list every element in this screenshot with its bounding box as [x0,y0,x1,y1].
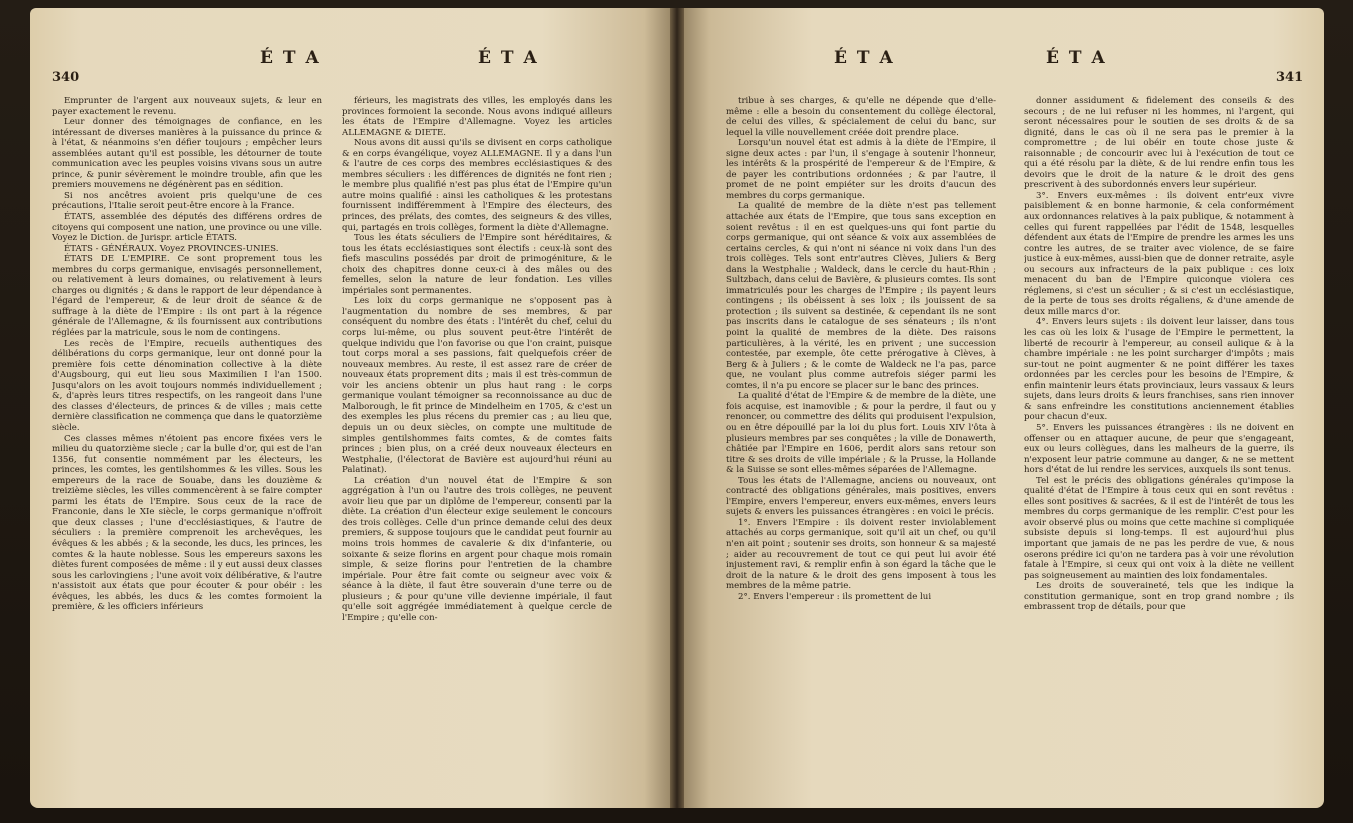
right-page [684,8,1324,808]
paragraph: Lorsqu'un nouvel état est admis à la diète de l'Empire, il signe deux actes : par l'un, il s'engage à soutenir l'honneur, les intérêts & la prospérité de l'empereur & de l'Empire, & de payer les contributions ordonnées ; & par l'autre, il promet de ne point empiéter sur les droits d'aucun des membres du corps germanique. [726,138,996,201]
paragraph: tribue à ses charges, & qu'elle ne dépende que d'elle-même : elle a besoin du consentement du collège électoral, de celui des villes, & spécialement de celui du banc, sur lequel la ville nouvellement créée doit prendre place. [726,96,996,138]
paragraph: 3°. Envers eux-mêmes : ils doivent entr'eux vivre paisiblement & en bonne harmonie, & cela conformément aux ordonnances relatives à la paix publique, & notamment à celles qui furent rappellées par l'édit de 1548, lesquelles défendent aux états de l'Empire de prendre les armes les uns contre les autres, de se traiter avec violence, de se faire justice à eux-mêmes, aussi-bien que de donner retraite, asyle ou secours aux infracteurs de la paix publique : ces loix menacent du ban de l'Empire quiconque violera ces réglemens, si c'est un séculier ; & si c'est un ecclésiastique, de la perte de tous ses droits régaliens, & d'une amende de deux mille marcs d'or. [1024,190,1294,317]
paragraph: Les loix du corps germanique ne s'opposent pas à l'augmentation du nombre de ses membres, & par conséquent du nombre des états : l'intérêt du chef, celui du corps lui-même, ou plus souvent peut-être l'intérêt de quelque individu que l'on favorise ou que l'on craint, puisque tout corps moral a ses passions, fait quelquefois créer de nouveaux membres. Au reste, il est assez rare de créer de nouveaux états proprement dits ; mais il est très-commun de voir les anciens obtenir un plus haut rang : le corps germanique voulant témoigner sa reconnoissance au duc de Malborough, le fit prince de Mindelheim en 1705, & c'est un des exemples les plus récens du premier cas ; au lieu que, depuis un ou deux siècles, on compte une multitude de simples gentilshommes faits comtes, & de comtes faits princes ; bien plus, on a créé deux nouveaux électeurs en Westphalie, (l'électorat de Bavière est aujourd'hui réuni au Palatinat). [342,296,612,476]
running-header-left-col2: É T A [478,48,539,68]
paragraph: ÉTATS DE L'EMPIRE. Ce sont proprement tous les membres du corps germanique, envisagés personnellement, ou relativement à leurs domaines, ou relativement à leurs charges ou dignités ; & dans le rapport de leur dépendance à l'égard de l'empereur, & de leur droit de séance & de suffrage à la diète de l'Empire : ils ont part à la régence générale de l'Allemagne, & ils fournissent aux contributions réglées par la matricule, sous le nom de contingens. [52,254,322,339]
right-page-column-2 [1024,96,1294,804]
paragraph: La qualité de membre de la diète n'est pas tellement attachée aux états de l'Empire, que tous sans exception en soient revêtus : il en est quelques-uns qui font partie du corps germanique, qui ont séance & voix aux assemblées de certains cercles, & qui n'ont ni séance ni voix dans l'un des trois collèges. Tels sont entr'autres Clèves, Juliers & Berg dans la Westphalie ; Waldeck, dans le cercle du haut-Rhin ; Sultzbach, dans celui de Bavière, & plusieurs comtes. Ils sont immatriculés pour les charges de l'Empire ; ils payent leurs contingens ; ils obéissent à ses loix ; ils jouissent de sa protection ; ils suivent sa destinée, & cependant ils ne sont pas inscrits dans le catalogue de ses sénateurs ; ils n'ont point la qualité de membres de la diète. Des raisons particulières, à la vérité, les en privent ; une succession contestée, par exemple, ôte cette prérogative à Clèves, à Berg & à Juliers ; & le comte de Waldeck ne l'a pas, parce que, ne voulant plus comme autrefois siéger parmi les comtes, il n'a pu encore se placer sur le banc des princes. [726,201,996,391]
paragraph: 5°. Envers les puissances étrangères : ils ne doivent en offenser ou en attaquer aucune, de peur que s'engageant, eux ou leurs collègues, dans les malheurs de la guerre, ils n'exposent leur patrie commune au danger, & ne se mettent hors d'état de lui rendre les services, auxquels ils sont tenus. [1024,422,1294,476]
running-header-left-col1: É T A [260,48,321,68]
left-page-column-1 [52,96,322,804]
running-header-right-col2: É T A [1046,48,1107,68]
page-number-left: 340 [52,70,80,85]
paragraph: Emprunter de l'argent aux nouveaux sujets, & leur en payer exactement le revenu. [52,96,322,117]
paragraph: Leur donner des témoignages de confiance, en les intéressant de diverses manières à la puissance du prince & à l'état, & néanmoins s'en défier toujours ; empêcher leurs assemblées autant qu'il est possible, les détourner de toute communication avec les peuples voisins vivans sous un autre prince, & punir sévèrement le moindre trouble, afin que les premiers mouvemens ne dégénèrent pas en sédition. [52,117,322,191]
book-gutter [670,8,684,808]
paragraph: La création d'un nouvel état de l'Empire & son aggrégation à l'un ou l'autre des trois collèges, ne peuvent avoir lieu que par un diplôme de l'empereur, consenti par la diète. La création d'un électeur exige seulement le concours des trois collèges. Celle d'un prince demande celui des deux premiers, & suppose toujours que le candidat peut fournir au moins trois hommes de cavalerie & dix d'infanterie, ou soixante & seize florins en argent pour chaque mois romain simple, & seize florins pour l'entretien de la chambre impériale. Pour être fait comte ou seigneur avec voix & séance à la diète, il faut être souverain d'une terre ou de plusieurs ; & pour qu'une ville devienne impériale, il faut qu'elle soit aggrégée immédiatement à quelque cercle de l'Empire ; qu'elle con- [342,475,612,623]
paragraph: Les droits de souveraineté, tels que les indique la constitution germanique, sont en trop grand nombre ; ils embrassent trop de détails, pour que [1024,581,1294,613]
paragraph: 2°. Envers l'empereur : ils promettent de lui [738,591,932,602]
left-page [30,8,670,808]
right-page-column-1 [726,96,996,804]
paragraph: La qualité d'état de l'Empire & de membre de la diète, une fois acquise, est inamovible ; & pour la perdre, il faut ou y renoncer, ou commettre des délits qui produisent l'expulsion, ou en être dépouillé par la loi du plus fort. Louis XIV l'ôta à plusieurs membres par ses conquêtes ; la ville de Donawerth, châtiée par l'Empire en 1606, perdit alors sans retour son titre & ses droits de ville impériale ; & la Prusse, la Hollande & la Suisse se sont elles-mêmes séparées de l'Allemagne. [726,391,996,476]
page-number-right: 341 [1276,70,1304,85]
paragraph: Tous les états de l'Allemagne, anciens ou nouveaux, ont contracté des obligations générales, mais positives, envers l'Empire, envers l'empereur, envers eux-mêmes, envers leurs sujets & envers les puissances étrangères : en voici le précis. [726,475,996,518]
left-page-column-2 [342,96,612,804]
paragraph: Nous avons dit aussi qu'ils se divisent en corps catholique & en corps évangélique, voyez ALLEMAGNE. Il y a dans l'un & l'autre de ces corps des membres ecclésiastiques & des membres séculiers : les différences de dignités ne font rien ; le membre plus qualifié n'est pas plus état de l'Empire qu'un autre moins qualifié : ainsi les catholiques & les protestans fournissent indifféremment à l'Empire des électeurs, des princes, des prélats, des comtes, des seigneurs & des villes, qui, partagés en trois collèges, forment la diète d'Allemagne. [342,138,612,233]
paragraph: Ces classes mêmes n'étoient pas encore fixées vers le milieu du quatorzième siecle ; car la bulle d'or, qui est de l'an 1356, fut consentie nommément par les électeurs, les princes, les comtes, les gentilshommes & les villes. Sous les empereurs de la race de Souabe, dans les douzième & treizième siècles, les villes commencèrent à se faire compter parmi les états de l'Empire. Sous ceux de la race de Franconie, dans le XIe siècle, le corps germanique n'offroit que deux classes ; l'une d'ecclésiastiques, & l'autre de séculiers : la première comprenoit les archevêques, les évêques & les abbés ; & la seconde, les ducs, les princes, les comtes & la haute noblesse. Sous les empereurs saxons les diètes furent composées de même : il y eut aussi deux classes sous les carlovingiens ; l'une avoit voix délibérative, & l'autre n'assistoit aux états que pour écouter & pour obéir : les évêques, les abbés, les ducs & les comtes formoient la première, & les officiers inférieurs [52,433,322,613]
paragraph: Tel est le précis des obligations générales qu'impose la qualité d'état de l'Empire à tous ceux qui en sont revêtus : elles sont positives & sacrées, & il est de l'intérêt de tous les membres du corps germanique de les remplir. C'est pour les avoir observé plus ou moins que cette machine si compliquée subsiste depuis si long-temps. Il est aujourd'hui plus important que jamais de ne pas les perdre de vue, & nous oserons prédire ici qu'on ne tardera pas à voir une révolution fatale à l'Empire, si ceux qui ont voix à la diète ne veillent pas soigneusement au maintien des loix fondamentales. [1024,475,1294,581]
paragraph: donner assidument & fidelement des conseils & des secours ; de ne lui refuser ni les hommes, ni l'argent, qui seront nécessaires pour le soutien de ses droits & de sa dignité, dans le cas où il ne sera pas le premier à la compromettre ; de lui obéir en toute chose juste & raisonnable ; de concourir avec lui à l'exécution de tout ce qui a été résolu par la diète, & de lui rendre enfin tous les devoirs que le droit de la nature & le droit des gens prescrivent à des subordonnés envers leur supérieur. [1024,96,1294,191]
paragraph: ÉTATS - GÉNÉRAUX. Voyez PROVINCES-UNIES. [64,243,279,254]
paragraph: Tous les états séculiers de l'Empire sont héréditaires, & tous les états ecclésiastiques sont électifs : ceux-là sont des fiefs masculins possédés par droit de primogéniture, & le choix des chapitres donne ceux-ci à des mâles ou des femelles, selon la nature de leur fondation. Les villes impériales sont permanentes. [342,233,612,296]
paragraph: 1°. Envers l'Empire : ils doivent rester inviolablement attachés au corps germanique, soit qu'il ait un chef, ou qu'il n'en ait point ; soutenir ses droits, son honneur & sa majesté ; aider au recouvrement de tout ce qui peut lui avoir été injustement ravi, & remplir enfin à son égard la tâche que le droit de la nature & le droit des gens imposent à tous les membres de la même patrie. [726,517,996,592]
running-header-right-col1: É T A [834,48,895,68]
paragraph: Les recès de l'Empire, recueils authentiques des délibérations du corps germanique, leur ont donné pour la première fois cette dénomination collective à la diète d'Augsbourg, qui eut lieu sous Maximilien I l'an 1500. Jusqu'alors on les avoit toujours nommés individuellement ; &, d'après leurs titres respectifs, on les rangeoit dans l'une des classes d'électeurs, de princes & de villes ; mais cette dernière classification ne commença que dans le quatorzième siècle. [52,338,322,433]
paragraph: ÉTATS, assemblée des députés des différens ordres de citoyens qui composent une nation, une province ou une ville. Voyez le Diction. de Jurispr. article ÉTATS. [52,212,322,244]
paragraph: férieurs, les magistrats des villes, les employés dans les provinces formoient la seconde. Nous avons indiqué ailleurs les états de l'Empire d'Allemagne. Voyez les articles ALLEMAGNE & DIETE. [342,96,612,138]
paragraph: 4°. Envers leurs sujets : ils doivent leur laisser, dans tous les cas où les loix & l'usage de l'Empire le permettent, la liberté de recourir à l'empereur, au conseil aulique & à la chambre impériale : ne les point surcharger d'impôts ; mais sur-tout ne point augmenter & ne point différer les taxes ordonnées par les cercles pour les besoins de l'Empire, & enfin maintenir leurs états provinciaux, leurs vassaux & leurs sujets, dans leurs droits & leurs franchises, sans rien innover & sans enfreindre les constitutions anciennement établies pour chacun d'eux. [1024,317,1294,423]
paragraph: Si nos ancêtres avoient pris quelqu'une de ces précautions, l'Italie seroit peut-être encore à la France. [52,190,322,212]
